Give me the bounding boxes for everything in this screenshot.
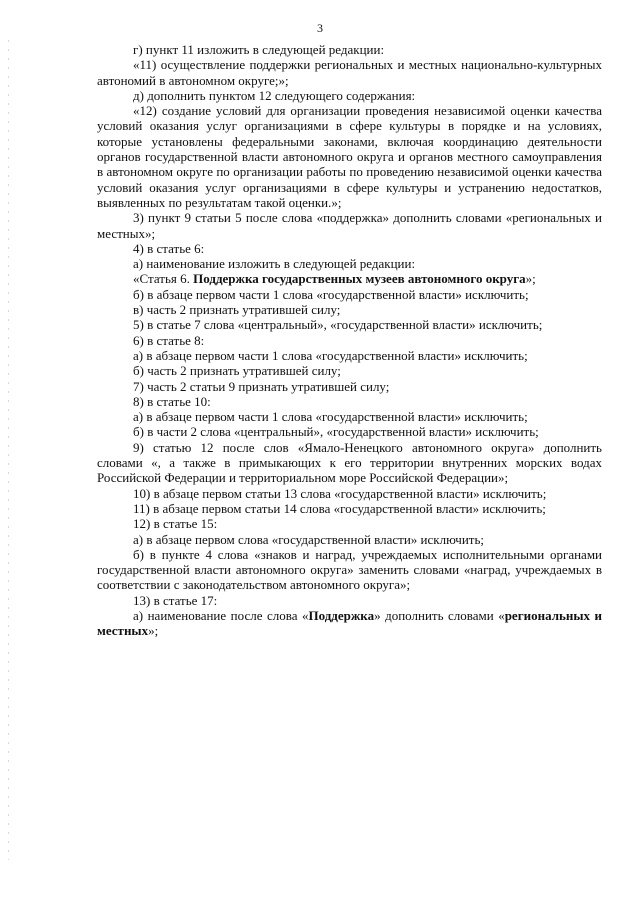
text-run: б) в пункте 4 слова «знаков и наград, учреждаемых исполнительными органами государственной власти автономного округа» заменить словами «наград, учреждаемых в соответствии с законодательством автономного округа»; (97, 546, 602, 593)
text-run: а) в абзаце первом части 1 слова «государственной власти» исключить; (133, 409, 528, 425)
text-run: 3) пункт 9 статьи 5 после слова «поддержка» дополнить словами «региональных и местных»; (97, 210, 602, 241)
paragraph (97, 103, 602, 210)
paragraph (97, 241, 602, 256)
paragraph (97, 379, 602, 394)
paragraph (97, 501, 602, 516)
text-run: 13) в статье 17: (133, 592, 218, 608)
text-run: а) в абзаце первом части 1 слова «государственной власти» исключить; (133, 347, 528, 363)
paragraph (97, 333, 602, 348)
paragraph (97, 486, 602, 501)
paragraph (97, 210, 602, 241)
paragraph (97, 271, 602, 286)
paragraph (97, 256, 602, 271)
paragraph (97, 532, 602, 547)
paragraph (97, 317, 602, 332)
text-run: а) наименование после слова « (133, 607, 309, 623)
document-body (97, 42, 602, 639)
paragraph (97, 394, 602, 409)
paragraph (97, 42, 602, 57)
text-run: «Статья 6. (133, 271, 194, 287)
text-run: а) наименование изложить в следующей редакции: (133, 256, 416, 272)
text-run: 7) часть 2 статьи 9 признать утратившей силу; (133, 378, 390, 394)
paragraph (97, 363, 602, 378)
bold-text: Поддержка государственных музеев автономного округа (193, 271, 526, 287)
paragraph (97, 409, 602, 424)
paragraph (97, 547, 602, 593)
text-run: д) дополнить пунктом 12 следующего содержания: (133, 87, 416, 103)
paragraph (97, 348, 602, 363)
text-run: б) в абзаце первом части 1 слова «государственной власти» исключить; (133, 286, 529, 302)
paragraph (97, 593, 602, 608)
text-run: 12) в статье 15: (133, 516, 218, 532)
text-run: г) пункт 11 изложить в следующей редакции: (133, 42, 385, 57)
bold-text: Поддержка (308, 607, 375, 623)
text-run: » дополнить словами « (374, 607, 505, 623)
text-run: а) в абзаце первом слова «государственной власти» исключить; (133, 531, 484, 547)
paragraph (97, 608, 602, 639)
bold-text: региональных и местных (97, 607, 603, 639)
text-run: 5) в статье 7 слова «центральный», «государственной власти» исключить; (133, 317, 543, 333)
text-run: 9) статью 12 после слов «Ямало-Ненецкого автономного округа» дополнить словами «, а также в примыкающих к его территории внутренних морских водах Российской Федерации и территориальном море Российской Федерации»; (97, 439, 602, 486)
paragraph (97, 287, 602, 302)
text-run: 8) в статье 10: (133, 393, 211, 409)
text-run: 4) в статье 6: (133, 240, 205, 256)
paragraph (97, 516, 602, 531)
scan-edge-artifact (8, 40, 9, 860)
paragraph (97, 440, 602, 486)
text-run: б) часть 2 признать утратившей силу; (133, 363, 341, 379)
paragraph (97, 88, 602, 103)
paragraph (97, 424, 602, 439)
text-run: 10) в абзаце первом статьи 13 слова «государственной власти» исключить; (133, 485, 547, 501)
text-run: «12) создание условий для организации проведения независимой оценки качества условий оказания услуг организациями в сфере культуры в порядке и на условиях, которые установлены федеральными законами, включая координацию деятельности органов государственной власти автономного округа и органов местного самоуправления в автономном округе по организации работы по проведению независимой оценки качества условий оказания услуг организациями в сфере культуры и устранению недостатков, выявленных по результатам такой оценки.»; (97, 103, 602, 210)
page-number: 3 (317, 21, 323, 35)
text-run: »; (148, 623, 159, 639)
text-run: «11) осуществление поддержки региональных и местных национально-культурных автономий в автономном округе;»; (97, 57, 602, 88)
text-run: в) часть 2 признать утратившей силу; (133, 302, 341, 318)
text-run: 6) в статье 8: (133, 332, 205, 348)
text-run: 11) в абзаце первом статьи 14 слова «государственной власти» исключить; (133, 500, 546, 516)
paragraph (97, 57, 602, 88)
text-run: б) в части 2 слова «центральный», «государственной власти» исключить; (133, 424, 539, 440)
paragraph (97, 302, 602, 317)
text-run: »; (525, 271, 536, 287)
